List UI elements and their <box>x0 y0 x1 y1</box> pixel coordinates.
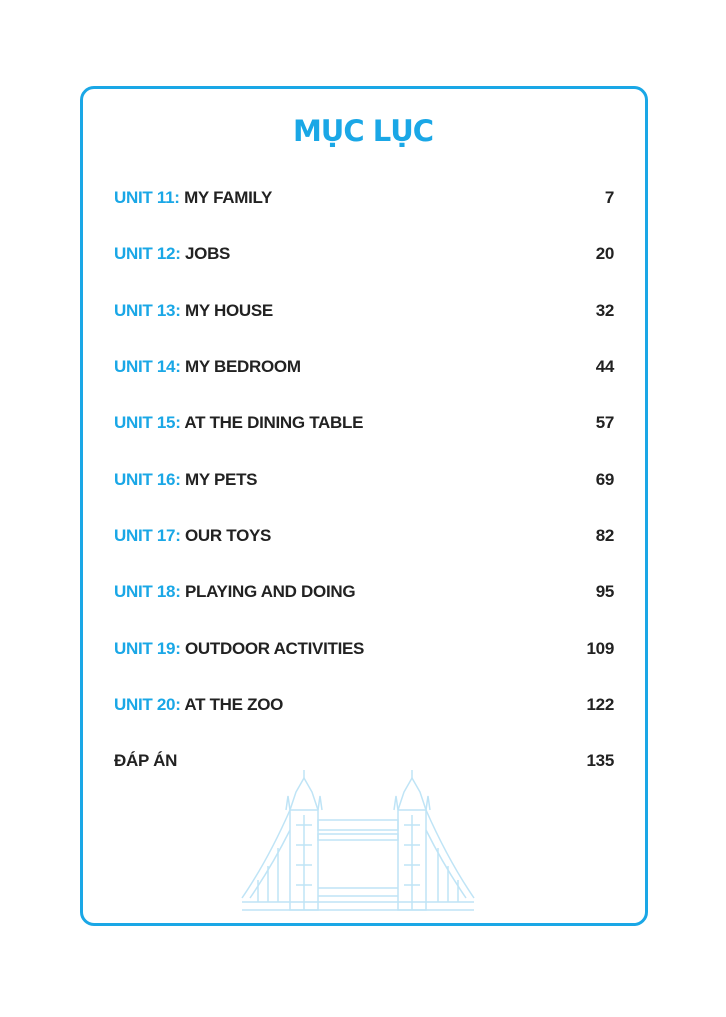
page-number: 7 <box>604 188 614 208</box>
unit-title: MY BEDROOM <box>185 357 301 377</box>
tower-bridge-icon <box>238 770 478 920</box>
unit-title: PLAYING AND DOING <box>185 582 356 602</box>
page-number: 69 <box>595 469 614 489</box>
toc-entry[interactable] <box>114 677 614 733</box>
unit-title: ĐÁP ÁN <box>114 751 178 771</box>
unit-title: OUTDOOR ACTIVITIES <box>185 638 365 658</box>
unit-number: UNIT 14: <box>114 357 181 377</box>
toc-entry[interactable] <box>114 339 614 395</box>
unit-number: UNIT 13: <box>114 300 181 320</box>
unit-title: OUR TOYS <box>185 525 272 545</box>
toc-entry[interactable] <box>114 226 614 282</box>
toc-entry[interactable] <box>114 395 614 451</box>
toc-entry[interactable] <box>114 620 614 676</box>
unit-number: UNIT 20: <box>114 694 181 714</box>
unit-title: JOBS <box>185 244 231 264</box>
unit-number: UNIT 12: <box>114 244 181 264</box>
page-number: 20 <box>595 244 614 264</box>
unit-title: MY FAMILY <box>184 188 273 208</box>
unit-title: MY PETS <box>185 469 258 489</box>
page-number: 95 <box>595 582 614 602</box>
toc-entry[interactable] <box>114 451 614 507</box>
page-number: 109 <box>586 638 614 658</box>
page-number: 57 <box>595 413 614 433</box>
unit-number: UNIT 17: <box>114 525 181 545</box>
page-number: 122 <box>586 694 614 714</box>
unit-number: UNIT 19: <box>114 638 181 658</box>
page-number: 44 <box>595 357 614 377</box>
page-number: 135 <box>586 751 614 771</box>
toc-entry[interactable] <box>114 283 614 339</box>
unit-title: AT THE ZOO <box>184 694 284 714</box>
page-title: MỤC LỤC <box>292 114 434 148</box>
toc-entry[interactable] <box>114 564 614 620</box>
unit-number: UNIT 15: <box>114 413 181 433</box>
unit-number: UNIT 18: <box>114 582 181 602</box>
unit-title: AT THE DINING TABLE <box>184 413 364 433</box>
toc-entry[interactable] <box>114 508 614 564</box>
toc-entry[interactable] <box>114 170 614 226</box>
page-number: 32 <box>595 300 614 320</box>
unit-number: UNIT 11: <box>114 188 180 208</box>
unit-number: UNIT 16: <box>114 469 181 489</box>
unit-title: MY HOUSE <box>185 300 273 320</box>
table-of-contents <box>114 170 614 789</box>
page-number: 82 <box>595 525 614 545</box>
